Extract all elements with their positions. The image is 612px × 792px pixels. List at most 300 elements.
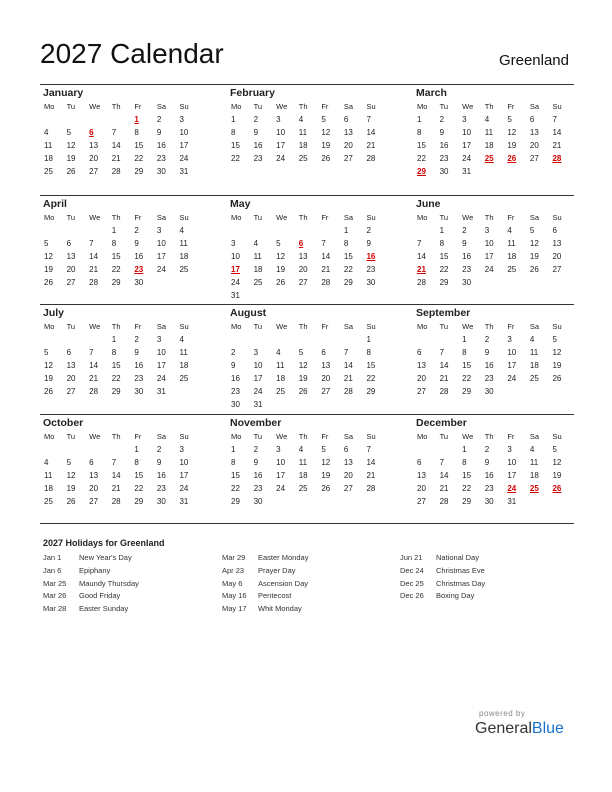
day-cell: 20 [343, 471, 353, 480]
day-cell: 4 [44, 458, 49, 467]
day-cell: 31 [156, 387, 166, 396]
empty-cell [40, 443, 63, 456]
day-cell: 19 [507, 141, 517, 150]
day-cell: 7 [89, 239, 94, 248]
day-cell: 30 [439, 167, 449, 176]
weekday-label: Su [179, 213, 189, 222]
day-cell: 15 [231, 141, 240, 150]
week-row [227, 224, 385, 237]
day-cell: 16 [253, 141, 263, 150]
holiday-name: Epiphany [79, 565, 111, 575]
week-row [413, 372, 571, 385]
holiday-date: Mar 29 [222, 553, 246, 562]
empty-cell [40, 113, 63, 126]
weekday-label: Mo [44, 322, 55, 331]
empty-cell [85, 224, 108, 237]
weekday-label: Fr [134, 432, 142, 441]
weekday-header [227, 211, 385, 224]
day-cell: 26 [66, 167, 76, 176]
weekday-header [413, 430, 571, 443]
week-row [227, 495, 385, 508]
day-cell: 11 [507, 239, 516, 248]
day-cell: 16 [484, 471, 494, 480]
holiday-date: Mar 25 [43, 578, 67, 588]
day-cell: 14 [111, 471, 121, 480]
day-cell: 26 [298, 387, 308, 396]
day-cell: 24 [156, 374, 166, 383]
week-row [40, 495, 198, 508]
day-cell: 20 [343, 141, 353, 150]
weekday-label: Tu [439, 322, 449, 331]
day-cell: 7 [366, 115, 371, 124]
day-cell: 6 [66, 239, 72, 248]
day-cell: 14 [111, 141, 121, 150]
day-cell: 23 [231, 387, 240, 396]
empty-cell [63, 443, 86, 456]
day-cell: 22 [417, 154, 426, 163]
day-cell: 29 [462, 497, 472, 506]
brand-blue: Blue [531, 720, 564, 737]
holiday-day-cell: 1 [134, 115, 139, 124]
day-cell: 22 [231, 484, 240, 493]
empty-cell [153, 276, 176, 289]
holiday-date: Dec 25 [400, 578, 424, 588]
day-cell: 14 [439, 471, 449, 480]
day-cell: 16 [462, 252, 472, 261]
day-cell: 17 [462, 141, 472, 150]
day-cell: 26 [321, 154, 331, 163]
day-cell: 27 [529, 154, 539, 163]
day-cell: 22 [231, 154, 240, 163]
weekday-header [227, 320, 385, 333]
day-cell: 13 [321, 361, 331, 370]
holiday-item [400, 590, 485, 603]
weekday-label: Fr [134, 213, 142, 222]
week-row [227, 276, 385, 289]
empty-cell [340, 398, 363, 411]
day-cell: 17 [156, 252, 166, 261]
day-cell: 23 [484, 484, 494, 493]
day-cell: 19 [321, 471, 331, 480]
day-cell: 23 [462, 265, 472, 274]
weekday-label: We [462, 322, 474, 331]
day-cell: 18 [529, 471, 539, 480]
holiday-day-cell: 21 [417, 265, 426, 274]
holiday-name: Easter Sunday [79, 604, 129, 614]
day-cell: 18 [179, 252, 189, 261]
day-cell: 10 [179, 458, 189, 467]
holiday-day-cell: 25 [529, 484, 539, 493]
day-cell: 10 [253, 361, 263, 370]
day-cell: 26 [44, 278, 53, 287]
day-cell: 7 [439, 458, 445, 467]
day-cell: 31 [253, 400, 263, 409]
weekday-label: We [462, 432, 474, 441]
empty-cell [227, 333, 250, 346]
day-cell: 2 [462, 226, 467, 235]
month-june [413, 198, 571, 289]
day-cell: 13 [66, 252, 76, 261]
day-cell: 13 [529, 128, 539, 137]
empty-cell [295, 289, 318, 302]
weekday-label: Su [552, 322, 562, 331]
empty-cell [63, 333, 86, 346]
weekday-label: We [89, 432, 101, 441]
weekday-label: Th [484, 322, 494, 331]
day-cell: 15 [366, 361, 376, 370]
holiday-item [400, 565, 485, 578]
day-cell: 13 [343, 128, 353, 137]
empty-cell [250, 224, 273, 237]
day-cell: 7 [111, 458, 117, 467]
holiday-item [43, 578, 139, 591]
weekday-label: Th [111, 213, 121, 222]
day-cell: 20 [552, 252, 562, 261]
weekday-label: Su [179, 102, 189, 111]
day-cell: 9 [462, 239, 467, 248]
day-cell: 1 [111, 226, 117, 235]
day-cell: 9 [156, 128, 162, 137]
day-cell: 5 [298, 348, 304, 357]
weekday-label: Fr [507, 213, 515, 222]
divider-line [40, 304, 574, 305]
day-cell: 30 [462, 278, 472, 287]
day-cell: 14 [366, 128, 376, 137]
weekday-label: Fr [134, 322, 142, 331]
day-cell: 12 [552, 348, 562, 357]
day-cell: 30 [134, 387, 144, 396]
empty-cell [548, 276, 571, 289]
holiday-day-cell: 24 [507, 484, 517, 493]
weekday-header [40, 211, 198, 224]
empty-cell [272, 495, 295, 508]
day-cell: 24 [156, 265, 166, 274]
weekday-label: Tu [66, 432, 76, 441]
day-cell: 12 [321, 128, 331, 137]
week-row [413, 113, 571, 126]
day-cell: 5 [321, 445, 326, 454]
day-cell: 25 [298, 154, 308, 163]
day-cell: 2 [484, 335, 490, 344]
empty-cell [272, 289, 295, 302]
day-cell: 4 [44, 128, 49, 137]
day-cell: 29 [111, 387, 121, 396]
day-cell: 1 [343, 226, 349, 235]
month-february [227, 87, 385, 165]
holiday-name: Good Friday [79, 591, 121, 601]
day-cell: 11 [253, 252, 262, 261]
powered-by-text: powered by [479, 709, 526, 718]
empty-cell [295, 398, 318, 411]
empty-cell [413, 224, 436, 237]
day-cell: 19 [44, 374, 53, 383]
day-cell: 22 [462, 484, 472, 493]
day-cell: 20 [321, 374, 331, 383]
day-cell: 30 [156, 167, 166, 176]
day-cell: 27 [298, 278, 308, 287]
day-cell: 21 [89, 374, 99, 383]
week-row [40, 456, 198, 469]
day-cell: 24 [462, 154, 472, 163]
day-cell: 12 [66, 471, 76, 480]
day-cell: 22 [366, 374, 376, 383]
day-cell: 24 [179, 484, 189, 493]
day-cell: 2 [253, 445, 259, 454]
holiday-day-cell: 17 [231, 265, 240, 274]
month-name: April [43, 198, 67, 210]
day-cell: 23 [253, 484, 263, 493]
day-cell: 27 [66, 387, 76, 396]
weekday-label: We [276, 322, 288, 331]
empty-cell [295, 333, 318, 346]
weekday-header [413, 320, 571, 333]
week-row [413, 469, 571, 482]
weekday-label: Sa [156, 432, 167, 441]
day-cell: 2 [134, 335, 139, 344]
day-cell: 27 [89, 497, 99, 506]
week-row [227, 113, 385, 126]
week-row [40, 126, 198, 139]
holiday-day-cell: 26 [507, 154, 517, 163]
holiday-name: Christmas Eve [436, 565, 485, 575]
day-cell: 14 [89, 252, 99, 261]
day-cell: 14 [343, 361, 353, 370]
day-cell: 27 [417, 387, 426, 396]
day-cell: 22 [134, 154, 144, 163]
empty-cell [85, 333, 108, 346]
day-cell: 21 [321, 265, 331, 274]
day-cell: 29 [439, 278, 449, 287]
day-cell: 4 [298, 115, 304, 124]
day-cell: 19 [66, 154, 76, 163]
weekday-label: Sa [343, 213, 354, 222]
day-cell: 28 [321, 278, 331, 287]
day-cell: 10 [156, 239, 166, 248]
day-cell: 25 [179, 374, 189, 383]
holiday-name: National Day [436, 553, 479, 562]
day-cell: 5 [276, 239, 281, 248]
weekday-label: Su [366, 432, 376, 441]
day-cell: 19 [552, 361, 562, 370]
week-row [40, 224, 198, 237]
week-row [40, 469, 198, 482]
day-cell: 30 [253, 497, 263, 506]
generalblue-logo[interactable] [475, 720, 564, 738]
weekday-label: Sa [529, 322, 540, 331]
day-cell: 29 [134, 497, 144, 506]
month-november [227, 417, 385, 508]
weekday-label: We [89, 322, 101, 331]
day-cell: 24 [253, 387, 263, 396]
day-cell: 15 [111, 361, 121, 370]
week-row [40, 139, 198, 152]
day-cell: 17 [507, 361, 517, 370]
week-row [40, 372, 198, 385]
empty-cell [436, 443, 459, 456]
day-cell: 19 [298, 374, 308, 383]
day-cell: 28 [439, 387, 449, 396]
week-row [40, 482, 198, 495]
weekday-label: We [89, 102, 101, 111]
day-cell: 15 [462, 471, 472, 480]
day-cell: 30 [366, 278, 376, 287]
weekday-label: Th [484, 213, 494, 222]
empty-cell [548, 165, 571, 178]
weekday-label: Su [552, 213, 562, 222]
day-cell: 30 [231, 400, 240, 409]
day-cell: 4 [484, 115, 490, 124]
day-cell: 13 [298, 252, 308, 261]
day-cell: 8 [343, 239, 349, 248]
day-cell: 11 [276, 361, 285, 370]
day-cell: 6 [417, 458, 422, 467]
weekday-label: Fr [321, 322, 329, 331]
week-row [227, 456, 385, 469]
month-name: December [416, 417, 467, 429]
month-july [40, 307, 198, 398]
day-cell: 28 [111, 497, 121, 506]
week-row [227, 469, 385, 482]
day-cell: 20 [417, 374, 426, 383]
weekday-label: Th [111, 432, 121, 441]
day-cell: 23 [156, 154, 166, 163]
week-row [413, 456, 571, 469]
day-cell: 28 [417, 278, 426, 287]
day-cell: 4 [298, 445, 304, 454]
empty-cell [317, 398, 340, 411]
day-cell: 7 [321, 239, 326, 248]
day-cell: 3 [507, 335, 512, 344]
weekday-label: Fr [134, 102, 142, 111]
empty-cell [362, 495, 385, 508]
day-cell: 25 [253, 278, 263, 287]
day-cell: 1 [439, 226, 445, 235]
holiday-item [222, 590, 308, 603]
month-name: February [230, 87, 275, 99]
day-cell: 25 [276, 387, 286, 396]
day-cell: 7 [343, 348, 349, 357]
day-cell: 11 [484, 128, 494, 137]
day-cell: 20 [89, 154, 99, 163]
day-cell: 6 [417, 348, 422, 357]
day-cell: 11 [298, 128, 308, 137]
holiday-date: Dec 26 [400, 591, 424, 601]
holiday-name: Boxing Day [436, 591, 475, 601]
day-cell: 5 [44, 239, 49, 248]
week-row [40, 237, 198, 250]
day-cell: 28 [439, 497, 449, 506]
weekday-label: Mo [231, 432, 242, 441]
day-cell: 8 [462, 348, 467, 357]
day-cell: 24 [484, 265, 494, 274]
week-row [40, 113, 198, 126]
day-cell: 9 [439, 128, 445, 137]
day-cell: 27 [343, 484, 353, 493]
holiday-item [43, 590, 139, 603]
day-cell: 16 [134, 361, 144, 370]
empty-cell [63, 113, 86, 126]
empty-cell [108, 443, 131, 456]
holiday-name: Whit Monday [258, 604, 302, 614]
week-row [413, 250, 571, 263]
week-row [413, 139, 571, 152]
day-cell: 19 [276, 265, 286, 274]
day-cell: 13 [552, 239, 562, 248]
empty-cell [250, 289, 273, 302]
day-cell: 29 [111, 278, 121, 287]
day-cell: 1 [462, 445, 467, 454]
day-cell: 22 [462, 374, 472, 383]
day-cell: 24 [276, 484, 286, 493]
week-row [40, 385, 198, 398]
day-cell: 28 [89, 278, 99, 287]
day-cell: 17 [276, 471, 286, 480]
empty-cell [526, 385, 549, 398]
day-cell: 21 [89, 265, 99, 274]
weekday-label: Th [298, 213, 308, 222]
empty-cell [340, 495, 363, 508]
divider-line [40, 523, 574, 524]
day-cell: 17 [484, 252, 494, 261]
day-cell: 8 [134, 128, 139, 137]
day-cell: 15 [111, 252, 121, 261]
day-cell: 31 [179, 497, 189, 506]
day-cell: 9 [231, 361, 236, 370]
weekday-label: Tu [253, 102, 263, 111]
day-cell: 5 [507, 115, 512, 124]
weekday-label: Mo [44, 213, 55, 222]
day-cell: 12 [552, 458, 562, 467]
day-cell: 2 [134, 226, 139, 235]
week-row [413, 359, 571, 372]
day-cell: 13 [417, 471, 426, 480]
holiday-name: Christmas Day [436, 578, 486, 588]
day-cell: 28 [89, 387, 99, 396]
day-cell: 18 [276, 374, 286, 383]
day-cell: 30 [134, 278, 144, 287]
week-row [227, 250, 385, 263]
weekday-label: Tu [253, 213, 263, 222]
weekday-label: Tu [66, 322, 76, 331]
day-cell: 12 [298, 361, 308, 370]
week-row [413, 443, 571, 456]
brand-general: General [475, 720, 532, 737]
day-cell: 17 [507, 471, 517, 480]
weekday-label: Su [366, 102, 376, 111]
month-name: March [416, 87, 447, 99]
holiday-date: Apr 23 [222, 565, 245, 575]
holiday-day-cell: 28 [552, 154, 562, 163]
day-cell: 16 [484, 361, 494, 370]
day-cell: 18 [179, 361, 189, 370]
day-cell: 2 [439, 115, 445, 124]
month-march [413, 87, 571, 178]
day-cell: 2 [156, 445, 162, 454]
day-cell: 4 [253, 239, 259, 248]
empty-cell [272, 224, 295, 237]
week-row [40, 263, 198, 276]
holidays-title: 2027 Holidays for Greenland [43, 538, 165, 548]
empty-cell [503, 276, 526, 289]
week-row [40, 359, 198, 372]
month-april [40, 198, 198, 289]
holiday-date: May 16 [222, 591, 247, 601]
day-cell: 8 [111, 348, 117, 357]
holiday-item [222, 603, 308, 616]
week-row [40, 165, 198, 178]
weekday-label: Mo [417, 102, 428, 111]
empty-cell [526, 495, 549, 508]
